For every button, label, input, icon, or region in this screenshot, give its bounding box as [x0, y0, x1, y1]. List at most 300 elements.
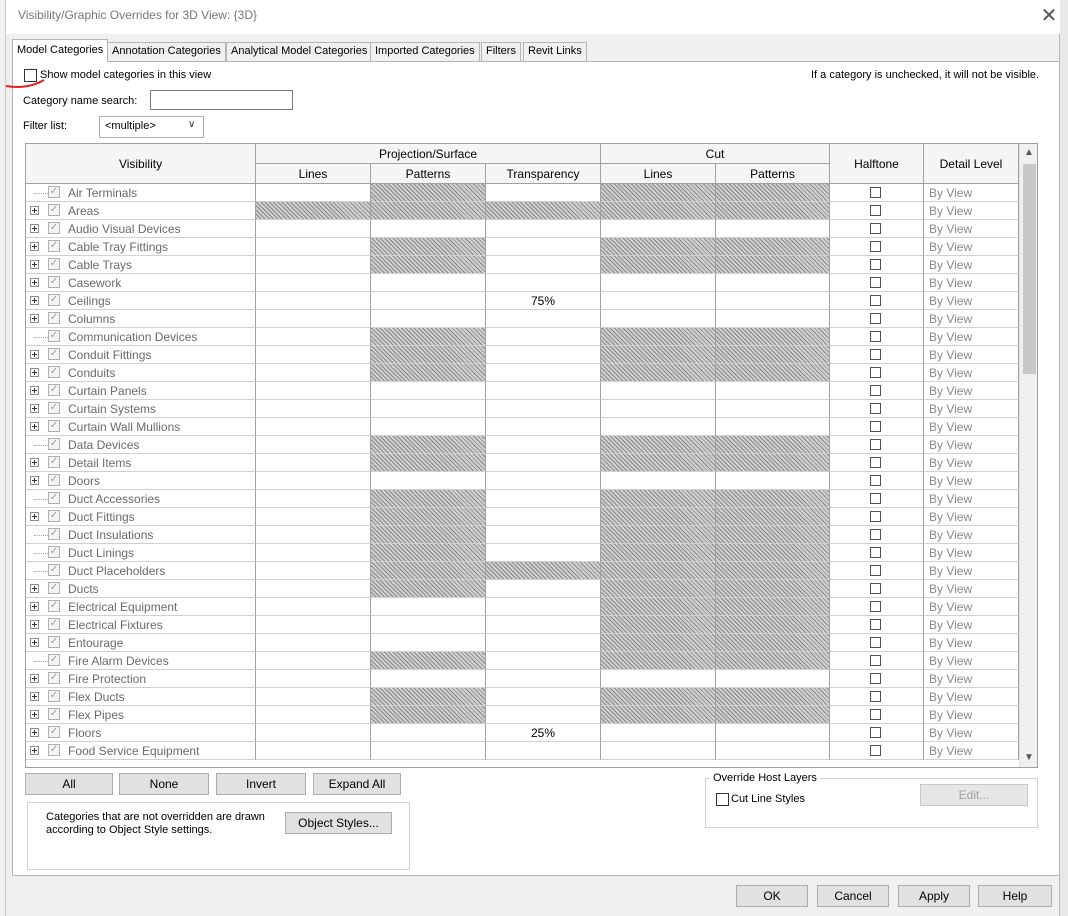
grid-scrollbar[interactable] — [1019, 144, 1038, 767]
halftone-checkbox[interactable] — [870, 547, 881, 558]
cut-lines-cell — [601, 544, 716, 562]
object-styles-button[interactable]: Object Styles... — [285, 812, 392, 834]
table-row[interactable] — [26, 670, 1019, 688]
visibility-checkbox[interactable]: ✓ — [49, 690, 59, 701]
visibility-checkbox[interactable]: ✓ — [49, 708, 59, 719]
projection-patterns-cell — [371, 490, 486, 508]
table-row[interactable] — [26, 706, 1019, 724]
none-button[interactable]: None — [119, 773, 209, 795]
halftone-cell — [830, 454, 924, 472]
visibility-checkbox[interactable]: ✓ — [49, 726, 59, 737]
detail-level-cell[interactable]: By View — [924, 292, 1019, 310]
halftone-checkbox[interactable] — [870, 601, 881, 612]
projection-patterns-cell[interactable] — [371, 400, 486, 418]
visibility-checkbox[interactable]: ✓ — [49, 582, 59, 593]
cut-lines-cell[interactable] — [601, 472, 716, 490]
halftone-checkbox[interactable] — [870, 403, 881, 414]
detail-level-cell[interactable]: By View — [924, 310, 1019, 328]
cut-patterns-cell — [716, 634, 830, 652]
visibility-checkbox[interactable]: ✓ — [49, 618, 59, 629]
halftone-cell — [830, 706, 924, 724]
expand-icon[interactable] — [30, 638, 39, 647]
transparency-cell[interactable] — [486, 436, 601, 454]
halftone-checkbox[interactable] — [870, 565, 881, 576]
halftone-cell — [830, 580, 924, 598]
detail-level-cell[interactable]: By View — [924, 598, 1019, 616]
halftone-checkbox[interactable] — [870, 475, 881, 486]
halftone-checkbox[interactable] — [870, 619, 881, 630]
table-row[interactable] — [26, 202, 1019, 220]
apply-button[interactable]: Apply — [898, 885, 970, 907]
cut-lines-cell[interactable] — [601, 292, 716, 310]
table-row[interactable] — [26, 400, 1019, 418]
cut-lines-cell[interactable] — [601, 724, 716, 742]
visibility-checkbox[interactable]: ✓ — [49, 564, 59, 575]
ok-button[interactable]: OK — [736, 885, 808, 907]
transparency-cell[interactable] — [486, 220, 601, 238]
visibility-checkbox[interactable]: ✓ — [49, 276, 59, 287]
expand-icon[interactable] — [30, 296, 39, 305]
transparency-cell — [486, 562, 601, 580]
detail-level-cell[interactable]: By View — [924, 688, 1019, 706]
expand-icon[interactable] — [30, 404, 39, 413]
transparency-cell[interactable] — [486, 616, 601, 634]
detail-level-cell[interactable]: By View — [924, 526, 1019, 544]
projection-lines-cell[interactable] — [256, 310, 371, 328]
cut-patterns-cell — [716, 364, 830, 382]
halftone-checkbox[interactable] — [870, 367, 881, 378]
detail-level-cell[interactable]: By View — [924, 418, 1019, 436]
expand-icon[interactable] — [30, 260, 39, 269]
expand-icon[interactable] — [30, 386, 39, 395]
projection-patterns-cell — [371, 580, 486, 598]
detail-level-cell[interactable]: By View — [924, 490, 1019, 508]
expand-icon[interactable] — [30, 314, 39, 323]
cut-patterns-cell[interactable] — [716, 292, 830, 310]
table-row[interactable] — [26, 490, 1019, 508]
visibility-checkbox[interactable]: ✓ — [49, 366, 59, 377]
categories-grid — [25, 143, 1038, 768]
table-row[interactable] — [26, 238, 1019, 256]
projection-patterns-cell[interactable] — [371, 742, 486, 760]
projection-lines-cell[interactable] — [256, 580, 371, 598]
cut-lines-cell — [601, 364, 716, 382]
transparency-cell[interactable] — [486, 670, 601, 688]
detail-level-cell[interactable]: By View — [924, 724, 1019, 742]
table-row[interactable] — [26, 184, 1019, 202]
table-row[interactable] — [26, 274, 1019, 292]
table-row[interactable] — [26, 652, 1019, 670]
transparency-cell[interactable] — [486, 544, 601, 562]
projection-lines-cell[interactable] — [256, 544, 371, 562]
transparency-cell[interactable] — [486, 274, 601, 292]
transparency-cell[interactable] — [486, 526, 601, 544]
visibility-checkbox[interactable]: ✓ — [49, 654, 59, 665]
projection-patterns-cell[interactable] — [371, 382, 486, 400]
expand-all-button[interactable]: Expand All — [313, 773, 401, 795]
cut-lines-cell[interactable] — [601, 382, 716, 400]
transparency-cell[interactable] — [486, 454, 601, 472]
halftone-checkbox[interactable] — [870, 421, 881, 432]
halftone-cell — [830, 670, 924, 688]
table-row[interactable] — [26, 688, 1019, 706]
table-row[interactable] — [26, 382, 1019, 400]
visibility-checkbox[interactable]: ✓ — [49, 546, 59, 557]
visibility-checkbox[interactable]: ✓ — [49, 492, 59, 503]
visibility-checkbox[interactable]: ✓ — [49, 402, 59, 413]
detail-level-cell[interactable]: By View — [924, 454, 1019, 472]
detail-level-cell[interactable]: By View — [924, 328, 1019, 346]
detail-level-cell[interactable]: By View — [924, 346, 1019, 364]
expand-icon[interactable] — [30, 476, 39, 485]
detail-level-cell[interactable]: By View — [924, 544, 1019, 562]
halftone-checkbox[interactable] — [870, 331, 881, 342]
halftone-checkbox[interactable] — [870, 385, 881, 396]
projection-lines-cell[interactable] — [256, 562, 371, 580]
filter-list-value: <multiple> — [105, 120, 156, 132]
detail-level-cell[interactable]: By View — [924, 400, 1019, 418]
projection-lines-cell[interactable] — [256, 382, 371, 400]
projection-lines-cell[interactable] — [256, 724, 371, 742]
projection-lines-cell[interactable] — [256, 454, 371, 472]
detail-level-cell[interactable]: By View — [924, 274, 1019, 292]
projection-patterns-cell[interactable] — [371, 274, 486, 292]
cut-patterns-cell[interactable] — [716, 310, 830, 328]
cut-patterns-cell[interactable] — [716, 724, 830, 742]
transparency-cell[interactable] — [486, 598, 601, 616]
projection-lines-cell[interactable] — [256, 418, 371, 436]
projection-patterns-cell[interactable] — [371, 616, 486, 634]
detail-level-cell[interactable]: By View — [924, 256, 1019, 274]
table-row[interactable] — [26, 526, 1019, 544]
table-row[interactable] — [26, 544, 1019, 562]
projection-lines-cell[interactable] — [256, 436, 371, 454]
halftone-checkbox[interactable] — [870, 709, 881, 720]
transparency-cell[interactable] — [486, 328, 601, 346]
projection-lines-cell[interactable] — [256, 508, 371, 526]
table-row[interactable] — [26, 256, 1019, 274]
projection-lines-cell[interactable] — [256, 184, 371, 202]
halftone-checkbox[interactable] — [870, 529, 881, 540]
scrollbar-thumb[interactable] — [1023, 164, 1036, 374]
cut-lines-cell[interactable] — [601, 310, 716, 328]
halftone-checkbox[interactable] — [870, 223, 881, 234]
detail-level-cell[interactable]: By View — [924, 436, 1019, 454]
projection-lines-cell[interactable] — [256, 526, 371, 544]
category-name: Fire Protection — [68, 672, 147, 686]
expand-icon[interactable] — [30, 746, 39, 755]
expand-icon[interactable] — [30, 674, 39, 683]
cut-lines-cell[interactable] — [601, 742, 716, 760]
transparency-cell[interactable] — [486, 652, 601, 670]
expand-icon[interactable] — [30, 692, 39, 701]
cut-lines-cell[interactable] — [601, 670, 716, 688]
projection-lines-cell[interactable] — [256, 688, 371, 706]
detail-level-cell[interactable]: By View — [924, 616, 1019, 634]
transparency-cell[interactable] — [486, 382, 601, 400]
projection-lines-cell[interactable] — [256, 238, 371, 256]
visibility-cell — [26, 544, 256, 562]
edit-button[interactable]: Edit... — [920, 784, 1028, 806]
table-row[interactable] — [26, 472, 1019, 490]
transparency-cell[interactable] — [486, 688, 601, 706]
projection-patterns-cell[interactable] — [371, 724, 486, 742]
expand-icon[interactable] — [30, 224, 39, 233]
cancel-button[interactable]: Cancel — [817, 885, 889, 907]
expand-icon[interactable] — [30, 206, 39, 215]
table-row[interactable] — [26, 436, 1019, 454]
header-transparency: Transparency — [486, 164, 601, 184]
projection-lines-cell[interactable] — [256, 616, 371, 634]
halftone-checkbox[interactable] — [870, 313, 881, 324]
projection-lines-cell[interactable] — [256, 706, 371, 724]
transparency-cell[interactable] — [486, 400, 601, 418]
visibility-checkbox[interactable]: ✓ — [49, 294, 59, 305]
tab-revit-links[interactable]: Revit Links — [523, 42, 587, 61]
projection-lines-cell[interactable] — [256, 634, 371, 652]
projection-lines-cell[interactable] — [256, 598, 371, 616]
halftone-cell — [830, 184, 924, 202]
halftone-checkbox[interactable] — [870, 637, 881, 648]
table-row[interactable] — [26, 562, 1019, 580]
projection-lines-cell[interactable] — [256, 742, 371, 760]
projection-lines-cell[interactable] — [256, 220, 371, 238]
transparency-cell[interactable] — [486, 364, 601, 382]
cut-lines-cell[interactable] — [601, 418, 716, 436]
visibility-checkbox[interactable]: ✓ — [49, 222, 59, 233]
transparency-cell[interactable] — [486, 508, 601, 526]
table-row[interactable] — [26, 598, 1019, 616]
transparency-cell[interactable] — [486, 742, 601, 760]
halftone-checkbox[interactable] — [870, 277, 881, 288]
visibility-checkbox[interactable]: ✓ — [49, 672, 59, 683]
visibility-checkbox[interactable]: ✓ — [49, 438, 59, 449]
cut-patterns-cell[interactable] — [716, 400, 830, 418]
halftone-checkbox[interactable] — [870, 583, 881, 594]
transparency-cell[interactable] — [486, 418, 601, 436]
detail-level-cell[interactable]: By View — [924, 580, 1019, 598]
halftone-cell — [830, 310, 924, 328]
transparency-cell[interactable]: 75% — [486, 292, 601, 310]
cut-line-styles-checkbox[interactable] — [716, 793, 729, 806]
tab-annotation-categories[interactable]: Annotation Categories — [107, 42, 226, 61]
visibility-checkbox[interactable]: ✓ — [49, 744, 59, 755]
halftone-checkbox[interactable] — [870, 745, 881, 756]
projection-lines-cell[interactable] — [256, 292, 371, 310]
detail-level-cell[interactable]: By View — [924, 202, 1019, 220]
cut-patterns-cell[interactable] — [716, 472, 830, 490]
visibility-checkbox[interactable]: ✓ — [49, 186, 59, 197]
halftone-cell — [830, 202, 924, 220]
transparency-cell[interactable]: 25% — [486, 724, 601, 742]
detail-level-cell[interactable]: By View — [924, 184, 1019, 202]
visibility-checkbox[interactable]: ✓ — [49, 510, 59, 521]
cut-patterns-cell[interactable] — [716, 418, 830, 436]
transparency-cell[interactable] — [486, 184, 601, 202]
projection-lines-cell[interactable] — [256, 274, 371, 292]
expand-icon[interactable] — [30, 350, 39, 359]
table-row[interactable] — [26, 724, 1019, 742]
transparency-cell[interactable] — [486, 472, 601, 490]
header-projection-lines: Lines — [256, 164, 371, 184]
halftone-checkbox[interactable] — [870, 673, 881, 684]
visibility-checkbox[interactable]: ✓ — [49, 240, 59, 251]
cut-patterns-cell[interactable] — [716, 382, 830, 400]
projection-lines-cell[interactable] — [256, 256, 371, 274]
expand-icon[interactable] — [30, 602, 39, 611]
visibility-checkbox[interactable]: ✓ — [49, 420, 59, 431]
expand-icon[interactable] — [30, 422, 39, 431]
cut-patterns-cell — [716, 598, 830, 616]
detail-level-cell[interactable]: By View — [924, 706, 1019, 724]
transparency-cell[interactable] — [486, 706, 601, 724]
halftone-checkbox[interactable] — [870, 457, 881, 468]
projection-patterns-cell[interactable] — [371, 418, 486, 436]
halftone-checkbox[interactable] — [870, 691, 881, 702]
cut-patterns-cell[interactable] — [716, 220, 830, 238]
category-name: Floors — [68, 726, 102, 740]
halftone-checkbox[interactable] — [870, 241, 881, 252]
expand-icon[interactable] — [30, 620, 39, 629]
table-row[interactable] — [26, 292, 1019, 310]
cut-patterns-cell[interactable] — [716, 670, 830, 688]
cut-lines-cell[interactable] — [601, 220, 716, 238]
projection-lines-cell[interactable] — [256, 328, 371, 346]
table-row[interactable] — [26, 346, 1019, 364]
table-row[interactable] — [26, 634, 1019, 652]
projection-lines-cell[interactable] — [256, 400, 371, 418]
halftone-checkbox[interactable] — [870, 493, 881, 504]
projection-lines-cell[interactable] — [256, 670, 371, 688]
visibility-checkbox[interactable]: ✓ — [49, 528, 59, 539]
all-button[interactable]: All — [25, 773, 113, 795]
visibility-checkbox[interactable]: ✓ — [49, 474, 59, 485]
expand-icon[interactable] — [30, 368, 39, 377]
expand-icon[interactable] — [30, 584, 39, 593]
transparency-cell[interactable] — [486, 634, 601, 652]
table-row[interactable] — [26, 616, 1019, 634]
detail-level-cell[interactable]: By View — [924, 220, 1019, 238]
projection-patterns-cell[interactable] — [371, 220, 486, 238]
cut-lines-cell[interactable] — [601, 274, 716, 292]
halftone-checkbox[interactable] — [870, 439, 881, 450]
projection-patterns-cell[interactable] — [371, 670, 486, 688]
category-search-input[interactable] — [150, 90, 293, 110]
projection-patterns-cell[interactable] — [371, 598, 486, 616]
projection-lines-cell[interactable] — [256, 652, 371, 670]
expand-icon[interactable] — [30, 242, 39, 251]
visibility-checkbox[interactable]: ✓ — [49, 456, 59, 467]
header-visibility[interactable]: Visibility — [26, 144, 256, 184]
table-row[interactable] — [26, 310, 1019, 328]
visibility-checkbox[interactable]: ✓ — [49, 348, 59, 359]
expand-icon[interactable] — [30, 728, 39, 737]
halftone-checkbox[interactable] — [870, 187, 881, 198]
visibility-checkbox[interactable]: ✓ — [49, 330, 59, 341]
transparency-cell[interactable] — [486, 238, 601, 256]
halftone-checkbox[interactable] — [870, 295, 881, 306]
visibility-checkbox[interactable]: ✓ — [49, 258, 59, 269]
expand-icon[interactable] — [30, 278, 39, 287]
transparency-cell[interactable] — [486, 490, 601, 508]
projection-lines-cell[interactable] — [256, 364, 371, 382]
table-row[interactable] — [26, 418, 1019, 436]
detail-level-cell[interactable]: By View — [924, 364, 1019, 382]
transparency-cell[interactable] — [486, 346, 601, 364]
cut-patterns-cell[interactable] — [716, 742, 830, 760]
projection-lines-cell[interactable] — [256, 346, 371, 364]
table-row[interactable] — [26, 742, 1019, 760]
help-button[interactable]: Help — [978, 885, 1052, 907]
projection-lines-cell[interactable] — [256, 472, 371, 490]
tab-model-categories[interactable]: Model Categories — [12, 39, 108, 62]
close-icon[interactable]: ✕ — [1040, 5, 1058, 27]
visibility-checkbox[interactable]: ✓ — [49, 636, 59, 647]
table-row[interactable] — [26, 364, 1019, 382]
detail-level-cell[interactable]: By View — [924, 670, 1019, 688]
transparency-cell[interactable] — [486, 310, 601, 328]
cut-patterns-cell[interactable] — [716, 274, 830, 292]
halftone-checkbox[interactable] — [870, 349, 881, 360]
tab-filters[interactable]: Filters — [481, 42, 521, 61]
visibility-cell — [26, 616, 256, 634]
detail-level-cell[interactable]: By View — [924, 508, 1019, 526]
detail-level-cell[interactable]: By View — [924, 238, 1019, 256]
expand-icon[interactable] — [30, 710, 39, 719]
table-row[interactable] — [26, 220, 1019, 238]
visibility-checkbox[interactable]: ✓ — [49, 204, 59, 215]
tab-analytical-model-categories[interactable]: Analytical Model Categories — [226, 42, 372, 61]
table-row[interactable] — [26, 580, 1019, 598]
detail-level-cell[interactable]: By View — [924, 562, 1019, 580]
cut-lines-cell — [601, 580, 716, 598]
table-row[interactable] — [26, 508, 1019, 526]
table-row[interactable] — [26, 454, 1019, 472]
cut-patterns-cell — [716, 544, 830, 562]
projection-patterns-cell[interactable] — [371, 472, 486, 490]
halftone-checkbox[interactable] — [870, 727, 881, 738]
halftone-checkbox[interactable] — [870, 655, 881, 666]
halftone-checkbox[interactable] — [870, 511, 881, 522]
halftone-checkbox[interactable] — [870, 259, 881, 270]
cut-lines-cell[interactable] — [601, 400, 716, 418]
category-name: Curtain Systems — [68, 402, 157, 416]
visibility-checkbox[interactable]: ✓ — [49, 600, 59, 611]
expand-icon[interactable] — [30, 458, 39, 467]
invert-button[interactable]: Invert — [216, 773, 306, 795]
detail-level-cell[interactable]: By View — [924, 472, 1019, 490]
detail-level-cell[interactable]: By View — [924, 742, 1019, 760]
table-row[interactable] — [26, 328, 1019, 346]
cut-lines-cell — [601, 634, 716, 652]
scroll-down-icon[interactable]: ▼ — [1024, 752, 1034, 763]
visibility-checkbox[interactable]: ✓ — [49, 384, 59, 395]
visibility-checkbox[interactable]: ✓ — [49, 312, 59, 323]
detail-level-cell[interactable]: By View — [924, 382, 1019, 400]
projection-patterns-cell[interactable] — [371, 634, 486, 652]
tab-imported-categories[interactable]: Imported Categories — [370, 42, 480, 61]
halftone-checkbox[interactable] — [870, 205, 881, 216]
detail-level-cell[interactable]: By View — [924, 652, 1019, 670]
detail-level-cell[interactable]: By View — [924, 634, 1019, 652]
transparency-cell[interactable] — [486, 256, 601, 274]
projection-patterns-cell[interactable] — [371, 310, 486, 328]
expand-icon[interactable] — [30, 512, 39, 521]
projection-patterns-cell[interactable] — [371, 292, 486, 310]
transparency-cell[interactable] — [486, 580, 601, 598]
scroll-up-icon[interactable]: ▲ — [1024, 147, 1034, 158]
projection-lines-cell[interactable] — [256, 490, 371, 508]
